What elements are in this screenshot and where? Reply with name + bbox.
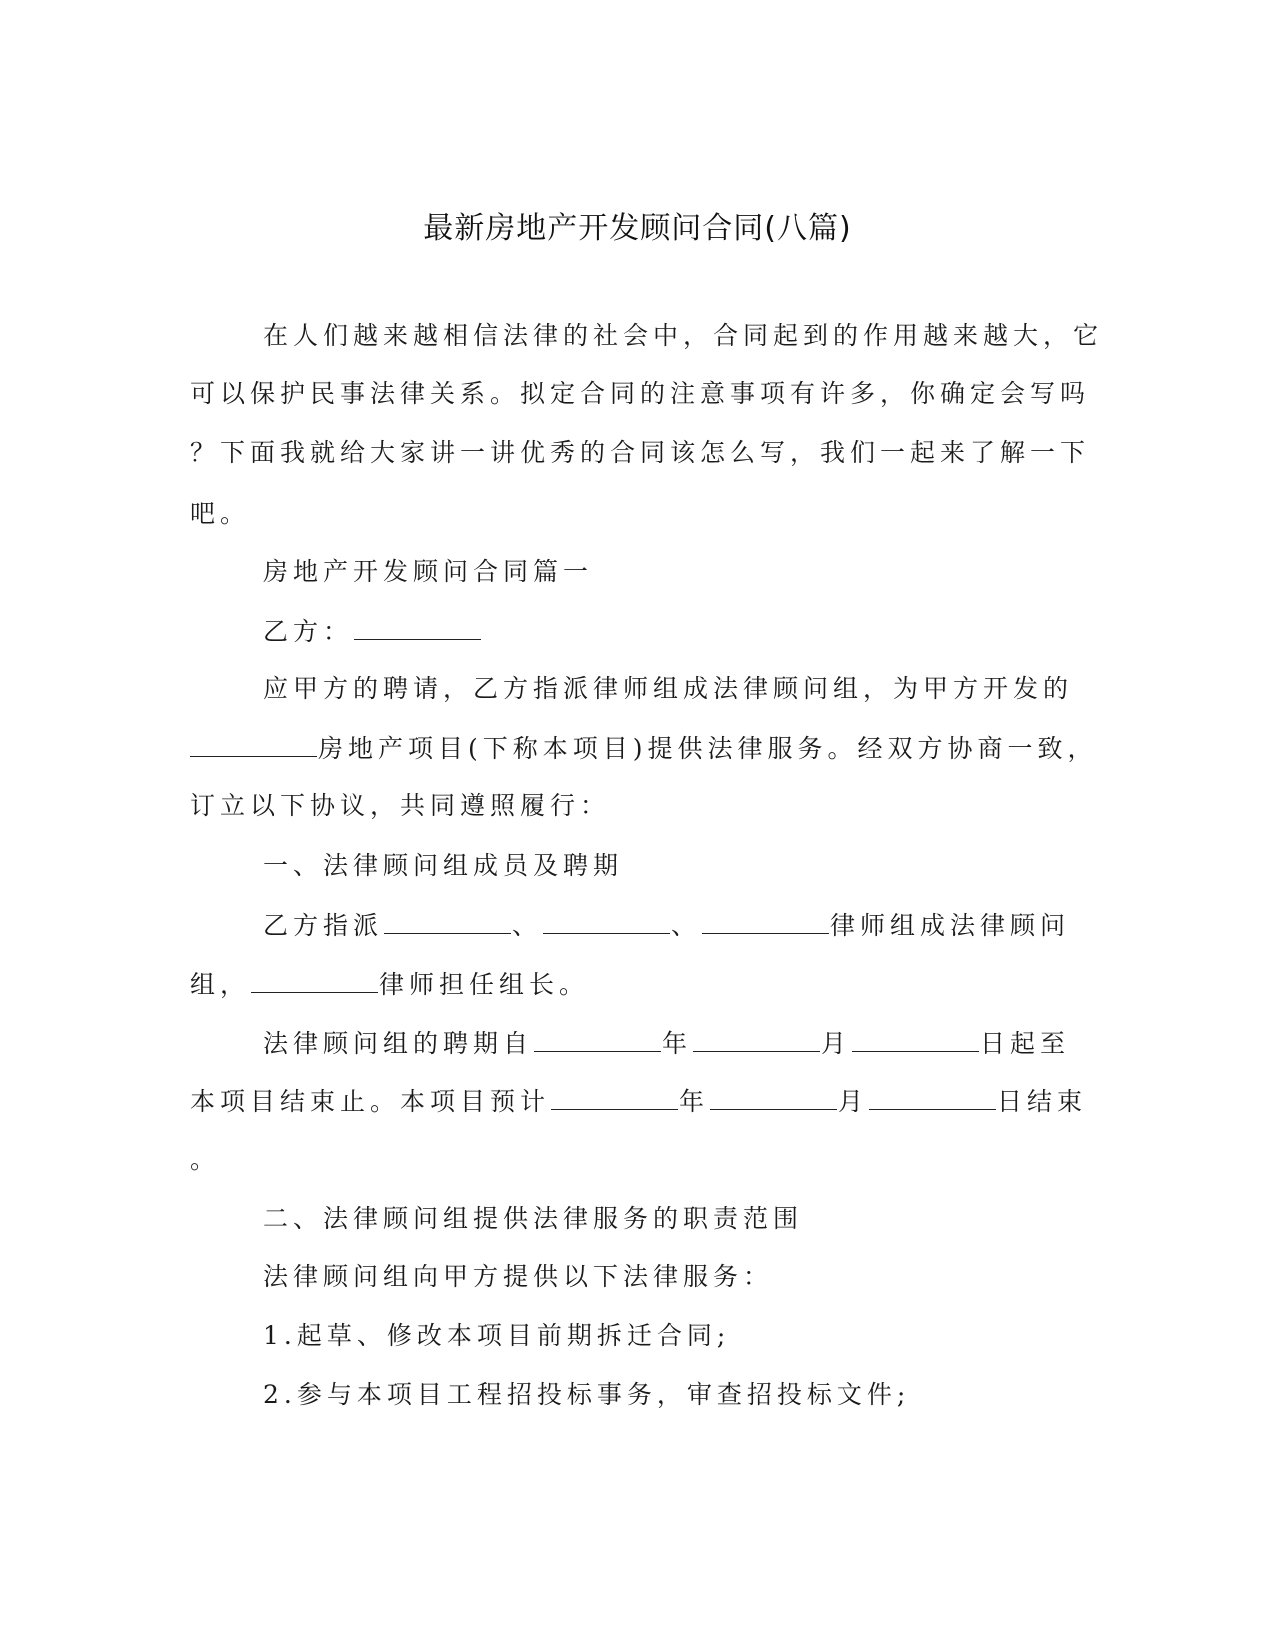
article1-p2-line-3: 。: [190, 1145, 221, 1174]
year-label: 年: [662, 1029, 693, 1058]
para1-line-3: 订立以下协议，共同遵照履行：: [190, 791, 611, 820]
article2-heading: 二、法律顾问组提供法律服务的职责范围: [263, 1204, 804, 1233]
article1-heading: 一、法律顾问组成员及聘期: [263, 851, 624, 880]
article1-p2-line-2: [190, 1083, 1087, 1119]
start-year-blank: [534, 1025, 661, 1052]
intro-line-1: 在人们越来越相信法律的社会中，合同起到的作用越来越大，它: [263, 321, 1104, 350]
lawyer-blank-1: [384, 907, 511, 934]
para1-line-2-text: 房地产项目(下称本项目)提供法律服务。经双方协商一致，: [318, 734, 1098, 763]
end-day-blank: [869, 1083, 996, 1110]
article1-p1-suffix: 律师组成法律顾问: [830, 911, 1071, 940]
end-month-blank: [710, 1083, 837, 1110]
end-year-blank: [551, 1083, 678, 1110]
intro-line-2: 可以保护民事法律关系。拟定合同的注意事项有许多，你确定会写吗: [190, 379, 1091, 408]
para1-line-2: [190, 730, 1098, 766]
section-heading: 房地产开发顾问合同篇一: [263, 557, 594, 586]
start-month-blank: [693, 1025, 820, 1052]
intro-line-3: ？下面我就给大家讲一讲优秀的合同该怎么写，我们一起来了解一下: [190, 438, 1091, 467]
month-label: 月: [821, 1029, 852, 1058]
lawyer-blank-3: [702, 907, 829, 934]
article1-p1-line-1: [263, 907, 1070, 943]
lawyer-blank-2: [543, 907, 670, 934]
start-day-blank: [852, 1025, 979, 1052]
article1-p1-line-2: [190, 966, 589, 1002]
para1-line-1: 应甲方的聘请，乙方指派律师组成法律顾问组，为甲方开发的: [263, 674, 1074, 703]
term-prefix: 法律顾问组的聘期自: [263, 1029, 534, 1058]
article1-p2-line-1: [263, 1025, 1070, 1061]
list-item: 1.起草、修改本项目前期拆迁合同;: [263, 1321, 731, 1350]
article1-p1-sep2: 、: [671, 911, 702, 940]
term-suffix: 日起至: [980, 1029, 1071, 1058]
document-title: 最新房地产开发顾问合同(八篇): [423, 211, 852, 246]
party-b-blank: [354, 613, 481, 640]
year-label-2: 年: [679, 1087, 710, 1116]
article1-p1-sep1: 、: [512, 911, 543, 940]
intro-line-4: 吧。: [190, 499, 251, 528]
term-line2-suffix: 日结束: [997, 1087, 1088, 1116]
article1-p1-prefix: 乙方指派: [263, 911, 384, 940]
month-label-2: 月: [838, 1087, 869, 1116]
party-b-label: 乙方：: [263, 617, 354, 646]
article2-intro: 法律顾问组向甲方提供以下法律服务：: [263, 1262, 774, 1291]
list-item: 2.参与本项目工程招投标事务，审查招投标文件;: [263, 1380, 911, 1409]
team-leader-blank: [251, 966, 378, 993]
article1-p1-line2-suffix: 律师担任组长。: [379, 970, 590, 999]
article1-p1-line2-prefix: 组，: [190, 970, 251, 999]
term-line2-prefix: 本项目结束止。本项目预计: [190, 1087, 551, 1116]
party-b-line: [263, 613, 482, 649]
project-name-blank: [190, 730, 317, 757]
